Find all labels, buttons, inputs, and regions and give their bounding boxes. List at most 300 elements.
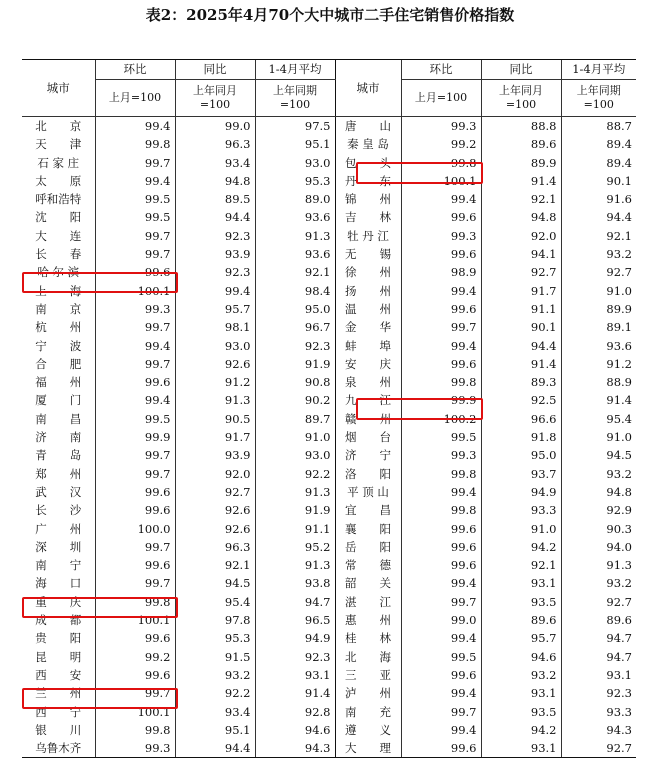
ytd-value-right: 95.4 (561, 410, 636, 428)
city-name-right: 唐 山 (335, 117, 401, 136)
table-row (22, 483, 636, 501)
ytd-value-right: 93.3 (561, 703, 636, 721)
ytd-value-right: 93.1 (561, 666, 636, 684)
mom-value-left: 99.6 (95, 373, 175, 391)
mom-value-right: 99.4 (401, 483, 481, 501)
ytd-value-left: 92.1 (255, 263, 335, 281)
yoy-value-left: 92.1 (175, 556, 255, 574)
yoy-value-right: 93.5 (481, 703, 561, 721)
yoy-value-left: 94.4 (175, 739, 255, 758)
ytd-value-left: 91.3 (255, 483, 335, 501)
city-name-left: 乌鲁木齐 (22, 739, 95, 758)
city-name-right: 襄 阳 (335, 520, 401, 538)
table-row (22, 410, 636, 428)
city-name-right: 洛 阳 (335, 465, 401, 483)
table-row (22, 465, 636, 483)
city-name-right: 锦 州 (335, 190, 401, 208)
mom-value-right: 99.4 (401, 574, 481, 592)
header-city-left: 城市 (22, 60, 95, 117)
yoy-value-left: 91.5 (175, 648, 255, 666)
ytd-value-left: 93.6 (255, 208, 335, 226)
table-row (22, 391, 636, 409)
mom-value-left: 99.6 (95, 263, 175, 281)
ytd-value-right: 92.7 (561, 593, 636, 611)
ytd-value-right: 94.7 (561, 629, 636, 647)
city-name-left: 哈 尔 滨 (37, 265, 80, 280)
city-name-left: 成 都 (35, 613, 82, 628)
mom-value-right: 99.6 (401, 739, 481, 758)
mom-value-left: 99.7 (95, 574, 175, 592)
ytd-value-left: 91.3 (255, 556, 335, 574)
ytd-value-right: 91.6 (561, 190, 636, 208)
yoy-value-left: 95.1 (175, 721, 255, 739)
yoy-value-left: 92.3 (175, 263, 255, 281)
mom-value-right: 99.6 (401, 300, 481, 318)
yoy-value-left: 95.7 (175, 300, 255, 318)
yoy-value-left: 94.5 (175, 574, 255, 592)
mom-value-left: 99.4 (95, 337, 175, 355)
mom-value-left: 99.6 (95, 629, 175, 647)
city-name-left: 西 安 (35, 667, 82, 682)
yoy-value-right: 91.4 (481, 172, 561, 190)
mom-value-left: 99.8 (95, 593, 175, 611)
city-name-right: 泉 州 (335, 373, 401, 391)
mom-value-left: 99.5 (95, 410, 175, 428)
header-city-right: 城市 (335, 60, 401, 117)
ytd-value-right: 92.9 (561, 501, 636, 519)
table-row (22, 666, 636, 684)
mom-value-right: 100.1 (401, 172, 481, 190)
city-name-right: 济 宁 (335, 446, 401, 464)
city-name-left: 西 宁 (35, 704, 82, 719)
ytd-value-left: 93.1 (255, 666, 335, 684)
mom-value-right: 99.4 (401, 684, 481, 702)
city-name-right: 宜 昌 (335, 501, 401, 519)
city-name-left: 贵 阳 (35, 631, 82, 646)
yoy-value-right: 93.2 (481, 666, 561, 684)
yoy-value-left: 92.6 (175, 501, 255, 519)
mom-value-left: 99.7 (95, 684, 175, 702)
ytd-value-right: 91.3 (561, 556, 636, 574)
mom-value-left: 99.6 (95, 666, 175, 684)
yoy-value-left: 97.8 (175, 611, 255, 629)
city-name-left: 青 岛 (35, 448, 82, 463)
city-name-left: 南 京 (35, 301, 82, 316)
yoy-value-right: 92.1 (481, 556, 561, 574)
mom-value-left: 99.7 (95, 355, 175, 373)
table-row (22, 501, 636, 519)
header-yoy-right: 同比 (481, 60, 561, 80)
yoy-value-right: 96.6 (481, 410, 561, 428)
ytd-value-left: 93.0 (255, 154, 335, 172)
ytd-value-left: 91.0 (255, 428, 335, 446)
ytd-value-left: 93.0 (255, 446, 335, 464)
ytd-value-left: 95.3 (255, 172, 335, 190)
yoy-value-right: 92.0 (481, 227, 561, 245)
ytd-value-right: 92.7 (561, 263, 636, 281)
yoy-value-left: 90.5 (175, 410, 255, 428)
header-ytd-sub-left: 上年同期=100 (255, 80, 335, 117)
yoy-value-left: 92.6 (175, 520, 255, 538)
ytd-value-left: 96.5 (255, 611, 335, 629)
yoy-value-left: 91.7 (175, 428, 255, 446)
table-row (22, 556, 636, 574)
table-row (22, 172, 636, 190)
city-name-left: 杭 州 (35, 320, 82, 335)
table-row (22, 245, 636, 263)
ytd-value-left: 92.3 (255, 648, 335, 666)
table-row (22, 446, 636, 464)
mom-value-right: 99.8 (401, 373, 481, 391)
yoy-value-right: 94.8 (481, 208, 561, 226)
yoy-value-right: 91.7 (481, 282, 561, 300)
highlight-dandong (356, 162, 483, 184)
mom-value-right: 99.7 (401, 318, 481, 336)
yoy-value-right: 89.3 (481, 373, 561, 391)
yoy-value-right: 91.4 (481, 355, 561, 373)
header-ytd-left: 1-4月平均 (255, 60, 335, 80)
ytd-value-right: 92.7 (561, 739, 636, 758)
yoy-value-left: 92.6 (175, 355, 255, 373)
header-yoy-sub-right: 上年同月=100 (481, 80, 561, 117)
ytd-value-left: 94.6 (255, 721, 335, 739)
table-row (22, 135, 636, 153)
yoy-value-left: 96.3 (175, 135, 255, 153)
city-name-right: 九 江 (335, 391, 401, 409)
header-ytd-sub-right: 上年同期=100 (561, 80, 636, 117)
mom-value-left: 99.7 (95, 245, 175, 263)
table-row (22, 337, 636, 355)
city-name-left: 太 原 (35, 173, 82, 188)
city-name-left: 上 海 (35, 283, 82, 298)
city-name-left: 沈 阳 (35, 210, 82, 225)
yoy-value-right: 93.1 (481, 574, 561, 592)
ytd-value-left: 97.5 (255, 117, 335, 136)
city-name-right: 岳 阳 (335, 538, 401, 556)
table-row (22, 208, 636, 226)
city-name-right: 三 亚 (335, 666, 401, 684)
yoy-value-left: 93.9 (175, 446, 255, 464)
header-yoy-sub-left: 上年同月=100 (175, 80, 255, 117)
city-name-right: 北 海 (335, 648, 401, 666)
yoy-value-right: 91.8 (481, 428, 561, 446)
city-name-left: 深 圳 (35, 539, 82, 554)
mom-value-right: 98.9 (401, 263, 481, 281)
yoy-value-right: 94.6 (481, 648, 561, 666)
mom-value-left: 99.3 (95, 300, 175, 318)
header-ytd-right: 1-4月平均 (561, 60, 636, 80)
city-name-right: 韶 关 (335, 574, 401, 592)
city-name-left: 广 州 (35, 521, 82, 536)
ytd-value-right: 89.9 (561, 300, 636, 318)
city-name-right: 秦 皇 岛 (335, 135, 401, 153)
yoy-value-left: 93.2 (175, 666, 255, 684)
city-name-right: 常 德 (335, 556, 401, 574)
yoy-value-left: 92.2 (175, 684, 255, 702)
header-mom-left: 环比 (95, 60, 175, 80)
mom-value-right: 99.8 (401, 501, 481, 519)
city-name-left: 石 家 庄 (37, 155, 80, 170)
yoy-value-right: 93.5 (481, 593, 561, 611)
yoy-value-left: 91.2 (175, 373, 255, 391)
city-name-left: 武 汉 (35, 484, 82, 499)
table-row (22, 629, 636, 647)
yoy-value-right: 92.1 (481, 190, 561, 208)
table-row (22, 154, 636, 172)
price-index-table (22, 59, 636, 758)
table-row (22, 227, 636, 245)
mom-value-left: 99.3 (95, 739, 175, 758)
mom-value-right: 99.4 (401, 721, 481, 739)
mom-value-left: 100.1 (95, 611, 175, 629)
ytd-value-left: 95.1 (255, 135, 335, 153)
mom-value-left: 100.0 (95, 520, 175, 538)
table-row (22, 190, 636, 208)
yoy-value-left: 93.4 (175, 703, 255, 721)
yoy-value-left: 89.5 (175, 190, 255, 208)
table-row (22, 538, 636, 556)
header-mom-sub-left: 上月=100 (95, 80, 175, 117)
mom-value-left: 99.7 (95, 318, 175, 336)
ytd-value-right: 89.4 (561, 154, 636, 172)
city-name-right: 赣 州 (335, 410, 401, 428)
yoy-value-right: 94.2 (481, 721, 561, 739)
yoy-value-left: 96.3 (175, 538, 255, 556)
city-name-right: 丹 东 (335, 172, 401, 190)
ytd-value-right: 93.2 (561, 245, 636, 263)
mom-value-left: 99.8 (95, 721, 175, 739)
ytd-value-right: 94.0 (561, 538, 636, 556)
yoy-value-right: 93.1 (481, 739, 561, 758)
mom-value-right: 99.6 (401, 355, 481, 373)
mom-value-left: 99.5 (95, 208, 175, 226)
mom-value-right: 99.4 (401, 337, 481, 355)
city-name-left: 南 宁 (35, 558, 82, 573)
ytd-value-left: 89.0 (255, 190, 335, 208)
city-name-right: 烟 台 (335, 428, 401, 446)
ytd-value-left: 91.1 (255, 520, 335, 538)
yoy-value-left: 93.0 (175, 337, 255, 355)
yoy-value-right: 91.1 (481, 300, 561, 318)
city-name-right: 蚌 埠 (335, 337, 401, 355)
ytd-value-left: 94.9 (255, 629, 335, 647)
yoy-value-right: 93.7 (481, 465, 561, 483)
mom-value-right: 99.2 (401, 135, 481, 153)
ytd-value-left: 94.3 (255, 739, 335, 758)
mom-value-left: 99.8 (95, 135, 175, 153)
yoy-value-left: 95.3 (175, 629, 255, 647)
ytd-value-right: 94.4 (561, 208, 636, 226)
city-name-left: 厦 门 (35, 393, 82, 408)
mom-value-right: 99.6 (401, 666, 481, 684)
city-name-right: 温 州 (335, 300, 401, 318)
ytd-value-left: 93.8 (255, 574, 335, 592)
ytd-value-right: 94.3 (561, 721, 636, 739)
city-name-left: 郑 州 (35, 466, 82, 481)
mom-value-right: 99.5 (401, 648, 481, 666)
yoy-value-left: 93.9 (175, 245, 255, 263)
city-name-right: 遵 义 (335, 721, 401, 739)
mom-value-left: 99.4 (95, 172, 175, 190)
ytd-value-right: 94.7 (561, 648, 636, 666)
mom-value-right: 99.6 (401, 556, 481, 574)
table-row (22, 300, 636, 318)
yoy-value-right: 94.2 (481, 538, 561, 556)
table-row (22, 318, 636, 336)
city-name-right: 桂 林 (335, 629, 401, 647)
table-title: 表2：2025年4月70个大中城市二手住宅销售价格指数 (145, 6, 515, 24)
ytd-value-right: 92.3 (561, 684, 636, 702)
mom-value-right: 99.6 (401, 245, 481, 263)
table-row (22, 520, 636, 538)
ytd-value-left: 91.9 (255, 501, 335, 519)
mom-value-left: 100.1 (95, 703, 175, 721)
mom-value-left: 99.9 (95, 428, 175, 446)
ytd-value-left: 96.7 (255, 318, 335, 336)
ytd-value-left: 90.8 (255, 373, 335, 391)
mom-value-right: 99.8 (401, 154, 481, 172)
table-row (22, 428, 636, 446)
city-name-left: 长 春 (35, 247, 82, 262)
city-name-right: 金 华 (335, 318, 401, 336)
ytd-value-left: 95.2 (255, 538, 335, 556)
yoy-value-right: 92.5 (481, 391, 561, 409)
city-name-left: 南 昌 (35, 411, 82, 426)
ytd-value-right: 94.8 (561, 483, 636, 501)
city-name-right: 惠 州 (335, 611, 401, 629)
city-name-right: 无 锡 (335, 245, 401, 263)
mom-value-left: 99.7 (95, 446, 175, 464)
city-name-right: 扬 州 (335, 282, 401, 300)
ytd-value-left: 92.2 (255, 465, 335, 483)
table-row (22, 373, 636, 391)
yoy-value-right: 94.4 (481, 337, 561, 355)
city-name-left: 宁 波 (35, 338, 82, 353)
ytd-value-right: 91.0 (561, 428, 636, 446)
highlight-ganzhou (356, 398, 483, 420)
yoy-value-right: 89.9 (481, 154, 561, 172)
city-name-right: 泸 州 (335, 684, 401, 702)
city-name-left: 长 沙 (35, 503, 82, 518)
yoy-value-right: 95.0 (481, 446, 561, 464)
mom-value-right: 99.4 (401, 282, 481, 300)
ytd-value-left: 91.3 (255, 227, 335, 245)
yoy-value-left: 91.3 (175, 391, 255, 409)
ytd-value-left: 89.7 (255, 410, 335, 428)
ytd-value-right: 91.0 (561, 282, 636, 300)
ytd-value-left: 94.7 (255, 593, 335, 611)
ytd-value-left: 90.2 (255, 391, 335, 409)
ytd-value-left: 95.0 (255, 300, 335, 318)
yoy-value-left: 98.1 (175, 318, 255, 336)
mom-value-left: 99.7 (95, 227, 175, 245)
city-name-left: 福 州 (35, 375, 82, 390)
yoy-value-left: 94.8 (175, 172, 255, 190)
table-row (22, 355, 636, 373)
yoy-value-left: 99.4 (175, 282, 255, 300)
city-name-right: 大 理 (335, 739, 401, 758)
city-name-right: 吉 林 (335, 208, 401, 226)
mom-value-left: 99.6 (95, 556, 175, 574)
city-name-left: 银 川 (35, 722, 82, 737)
mom-value-right: 99.8 (401, 465, 481, 483)
mom-value-left: 100.1 (95, 282, 175, 300)
yoy-value-left: 93.4 (175, 154, 255, 172)
mom-value-right: 99.0 (401, 611, 481, 629)
header-row-top (22, 60, 636, 80)
mom-value-right: 99.6 (401, 520, 481, 538)
ytd-value-left: 92.8 (255, 703, 335, 721)
ytd-value-right: 88.9 (561, 373, 636, 391)
ytd-value-right: 90.3 (561, 520, 636, 538)
city-name-right: 包 头 (335, 154, 401, 172)
ytd-value-right: 89.4 (561, 135, 636, 153)
table-row (22, 117, 636, 136)
highlight-shanghai (22, 272, 178, 293)
yoy-value-right: 93.1 (481, 684, 561, 702)
ytd-value-right: 94.5 (561, 446, 636, 464)
mom-value-right: 99.3 (401, 117, 481, 136)
yoy-value-right: 91.0 (481, 520, 561, 538)
yoy-value-right: 89.6 (481, 611, 561, 629)
ytd-value-right: 88.7 (561, 117, 636, 136)
mom-value-right: 99.6 (401, 538, 481, 556)
mom-value-right: 99.6 (401, 208, 481, 226)
mom-value-left: 99.7 (95, 154, 175, 172)
ytd-value-left: 92.3 (255, 337, 335, 355)
city-name-right: 湛 江 (335, 593, 401, 611)
mom-value-right: 99.7 (401, 703, 481, 721)
ytd-value-right: 93.2 (561, 465, 636, 483)
ytd-value-right: 93.6 (561, 337, 636, 355)
city-name-left: 海 口 (35, 576, 82, 591)
city-name-right: 徐 州 (335, 263, 401, 281)
yoy-value-right: 95.7 (481, 629, 561, 647)
yoy-value-right: 93.3 (481, 501, 561, 519)
ytd-value-right: 89.6 (561, 611, 636, 629)
mom-value-right: 99.5 (401, 428, 481, 446)
mom-value-left: 99.6 (95, 501, 175, 519)
mom-value-right: 99.4 (401, 190, 481, 208)
header-mom-sub-right: 上月=100 (401, 80, 481, 117)
yoy-value-left: 92.7 (175, 483, 255, 501)
yoy-value-left: 94.4 (175, 208, 255, 226)
city-name-left: 济 南 (35, 430, 82, 445)
header-row-sub (22, 80, 636, 117)
ytd-value-right: 93.2 (561, 574, 636, 592)
mom-value-right: 99.3 (401, 227, 481, 245)
city-name-left: 大 连 (35, 228, 82, 243)
city-name-left: 天 津 (35, 137, 82, 152)
city-name-left: 重 庆 (35, 594, 82, 609)
city-name-right: 平 顶 山 (335, 483, 401, 501)
mom-value-left: 99.4 (95, 391, 175, 409)
city-name-left: 合 肥 (35, 356, 82, 371)
table-row (22, 574, 636, 592)
yoy-value-right: 94.9 (481, 483, 561, 501)
city-name-left: 兰 州 (35, 686, 82, 701)
mom-value-right: 99.9 (401, 391, 481, 409)
highlight-chengdu (22, 597, 178, 618)
ytd-value-left: 91.9 (255, 355, 335, 373)
ytd-value-left: 98.4 (255, 282, 335, 300)
mom-value-left: 99.2 (95, 648, 175, 666)
mom-value-left: 99.4 (95, 117, 175, 136)
mom-value-right: 99.3 (401, 446, 481, 464)
table-row (22, 648, 636, 666)
ytd-value-right: 89.1 (561, 318, 636, 336)
ytd-value-right: 91.2 (561, 355, 636, 373)
